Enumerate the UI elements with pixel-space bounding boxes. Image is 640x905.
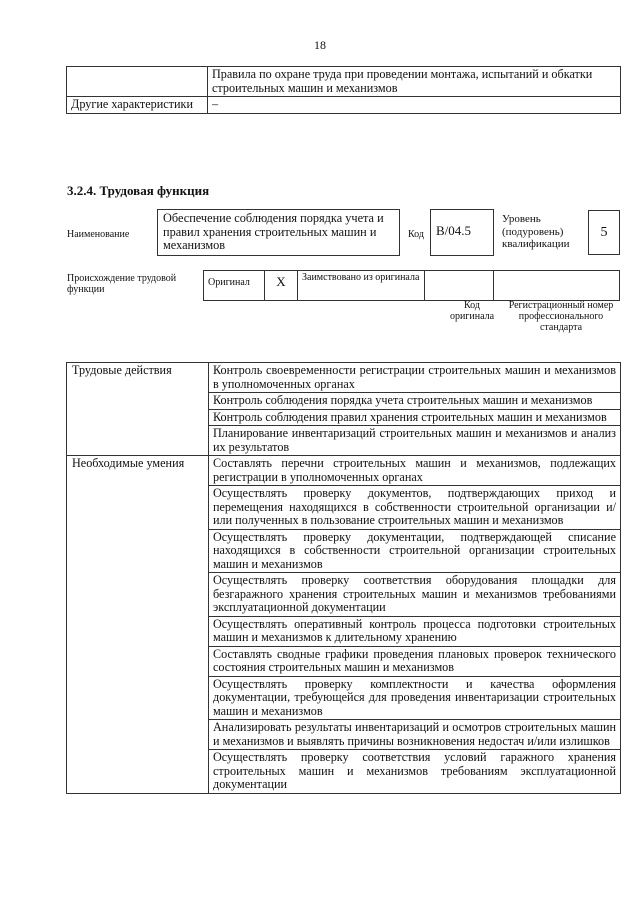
top-table-safety-rules: Правила по охране труда при проведении монтажа, испытаний и обкатки строительных машин и механизмов [208, 67, 621, 97]
original-label: Оригинал [204, 271, 265, 301]
other-characteristics-value: – [208, 97, 621, 114]
code-value: B/04.5 [430, 209, 494, 256]
reg-number-cell [494, 271, 620, 301]
labor-action-item: Контроль соблюдения порядка учета строительных машин и механизмов [209, 393, 621, 410]
reg-number-caption: Регистрационный номер профессионального стандарта [508, 300, 614, 333]
required-skill-item: Осуществлять проверку соответствия оборудования площадки для безгаражного хранения строительных машин и механизмов требованиями эксплуатационной документации [209, 573, 621, 617]
labor-actions-label: Трудовые действия [67, 363, 209, 456]
labor-function-table [66, 362, 621, 794]
required-skill-item: Осуществлять проверку соответствия условий гаражного хранения строительных машин и механизмов требованиям эксплуатационной документации [209, 750, 621, 794]
qualification-level-value: 5 [588, 210, 620, 255]
top-table-empty-cell [67, 67, 208, 97]
labor-action-item: Контроль соблюдения правил хранения строительных машин и механизмов [209, 409, 621, 426]
code-original-caption: Код оригинала [449, 300, 495, 322]
other-characteristics-label: Другие характеристики [67, 97, 208, 114]
required-skill-item: Составлять сводные графики проведения плановых проверок технического состояния строительных машин и механизмов [209, 646, 621, 676]
required-skill-item: Осуществлять проверку документов, подтверждающих приход и перемещения находящихся в собственности строительной организации и/или полученных в пользование строительных машин и механизмов [209, 486, 621, 530]
origin-table [203, 270, 620, 301]
code-label: Код [408, 229, 424, 240]
borrowed-label: Заимствовано из оригинала [298, 271, 425, 301]
required-skill-item: Составлять перечни строительных машин и механизмов, подлежащих регистрации в уполномоченных органах [209, 456, 621, 486]
function-name: Обеспечение соблюдения порядка учета и правил хранения строительных машин и механизмов [157, 209, 400, 256]
page-number: 18 [314, 38, 326, 52]
original-mark: X [265, 271, 298, 301]
required-skills-label: Необходимые умения [67, 456, 209, 794]
required-skill-item: Анализировать результаты инвентаризаций и осмотров строительных машин и механизмов и выявлять причины возникновения недостач и/или излишков [209, 720, 621, 750]
required-skill-item: Осуществлять оперативный контроль процесса подготовки строительных машин и механизмов к длительному хранению [209, 616, 621, 646]
section-title: 3.2.4. Трудовая функция [67, 183, 210, 198]
qualification-level-label: Уровень (подуровень) квалификации [502, 213, 570, 250]
top-table [66, 66, 621, 114]
required-skill-item: Осуществлять проверку комплектности и качества оформления документации, требующейся для проведения инвентаризации строительных машин и механизмов [209, 676, 621, 720]
code-original-cell [425, 271, 494, 301]
labor-action-item: Контроль своевременности регистрации строительных машин и механизмов в уполномоченных органах [209, 363, 621, 393]
required-skill-item: Осуществлять проверку документации, подтверждающей списание находящихся в собственности строительной организации строительных машин и механизмов [209, 529, 621, 573]
name-label: Наименование [67, 229, 130, 240]
labor-action-item: Планирование инвентаризаций строительных машин и механизмов и анализ их результатов [209, 426, 621, 456]
origin-label: Происхождение трудовой функции [67, 273, 177, 295]
